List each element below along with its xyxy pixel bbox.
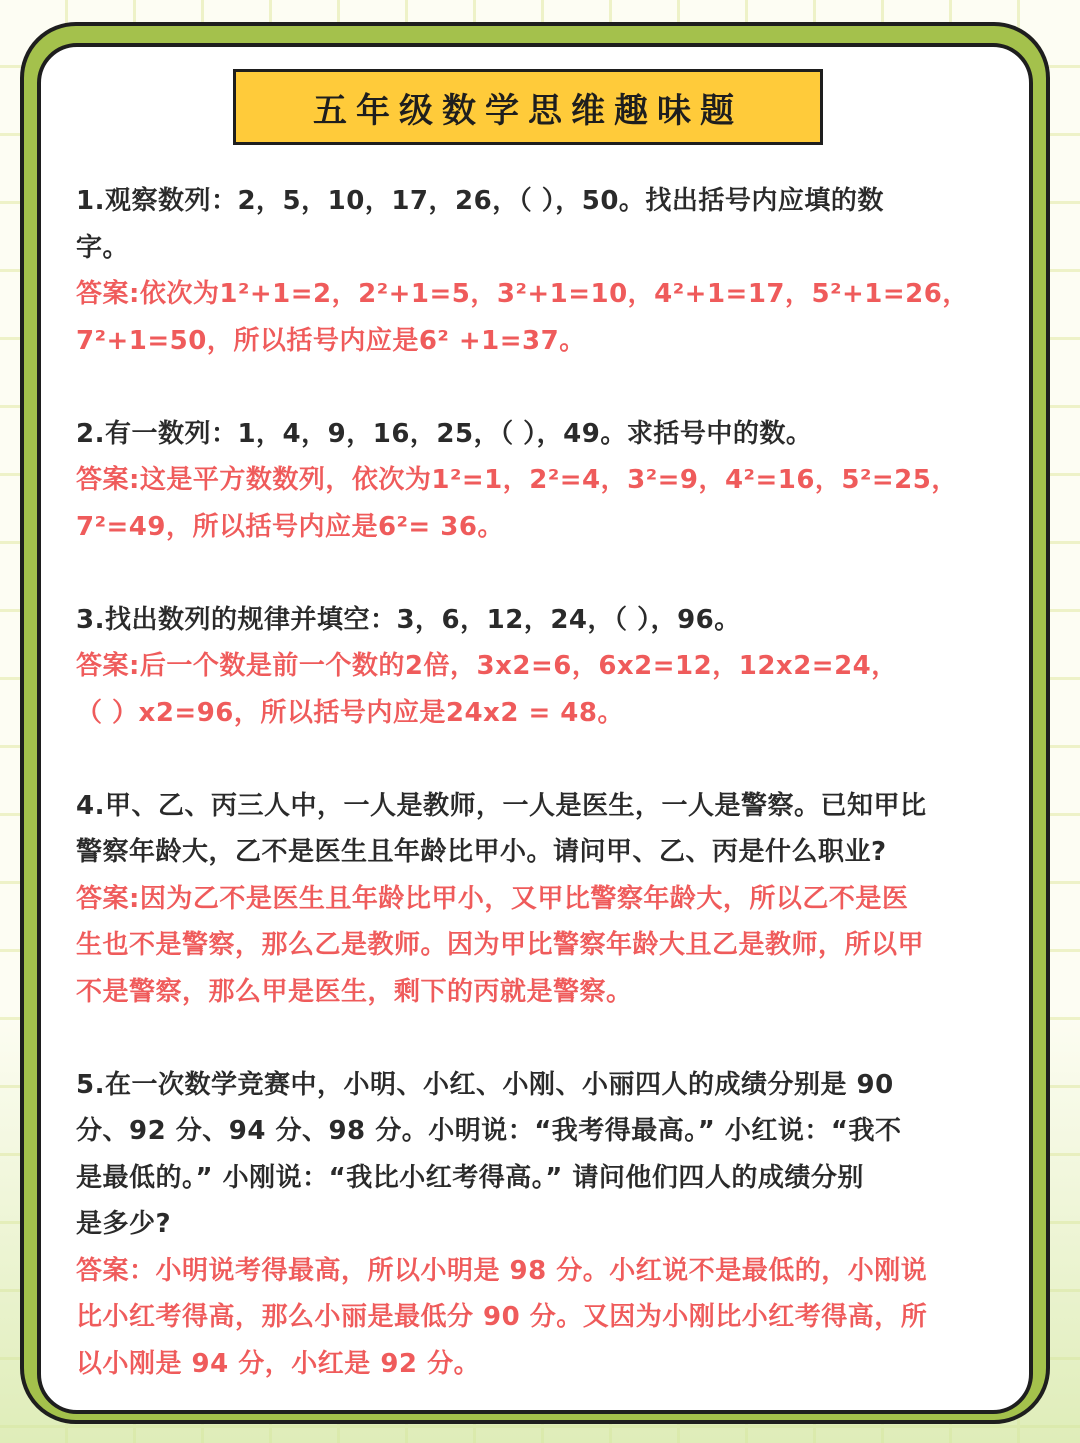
answer-text: 答案:因为乙不是医生且年龄比甲小，又甲比警察年龄大，所以乙不是医 bbox=[76, 883, 909, 914]
question-block bbox=[76, 178, 1036, 364]
answer-text: 比小红考得高，那么小丽是最低分 90 分。又因为小刚比小红考得高，所 bbox=[76, 1302, 928, 1332]
question-text: 是最低的。” 小刚说：“我比小红考得高。” 请问他们四人的成绩分别 bbox=[76, 1162, 864, 1193]
question-text: 3.找出数列的规律并填空：3，6，12，24，（ ），96。 bbox=[76, 604, 741, 635]
page-title: 五年级数学思维趣味题 bbox=[233, 69, 823, 145]
answer-text: （ ）x2=96，所以括号内应是24x2 = 48。 bbox=[76, 697, 624, 728]
question-text: 分、92 分、94 分、98 分。小明说：“我考得最高。” 小红说：“我不 bbox=[76, 1116, 902, 1146]
question-text: 4.甲、乙、丙三人中，一人是教师，一人是医生，一人是警察。已知甲比 bbox=[76, 790, 927, 821]
answer-text: 答案:依次为1²+1=2，2²+1=5，3²+1=10，4²+1=17，5²+1=26， bbox=[76, 279, 969, 309]
answer-text: 7²=49，所以括号内应是6²= 36。 bbox=[76, 511, 504, 542]
question-text: 1.观察数列：2，5，10，17，26，（ ），50。找出括号内应填的数 bbox=[76, 186, 884, 216]
question-block bbox=[76, 597, 1036, 737]
question-block bbox=[76, 1062, 1036, 1388]
question-block bbox=[76, 783, 1036, 1016]
answer-text: 答案:这是平方数数列，依次为1²=1，2²=4，3²=9，4²=16，5²=25， bbox=[76, 465, 958, 495]
question-text: 是多少? bbox=[76, 1209, 172, 1239]
question-text: 5.在一次数学竞赛中，小明、小红、小刚、小丽四人的成绩分别是 90 bbox=[76, 1069, 894, 1100]
questions-list bbox=[76, 178, 1036, 1434]
question-block bbox=[76, 411, 1036, 551]
answer-text: 答案：小明说考得最高，所以小明是 98 分。小红说不是最低的，小刚说 bbox=[76, 1255, 928, 1286]
question-text: 警察年龄大，乙不是医生且年龄比甲小。请问甲、乙、丙是什么职业? bbox=[76, 837, 887, 867]
answer-text: 7²+1=50，所以括号内应是6² +1=37。 bbox=[76, 325, 586, 356]
answer-text: 答案:后一个数是前一个数的2倍，3x2=6，6x2=12，12x2=24， bbox=[76, 651, 898, 681]
question-text: 2.有一数列：1，4，9，16，25，（ ），49。求括号中的数。 bbox=[76, 418, 813, 449]
answer-text: 不是警察，那么甲是医生，剩下的丙就是警察。 bbox=[76, 976, 633, 1007]
question-text: 字。 bbox=[76, 232, 130, 263]
answer-text: 生也不是警察，那么乙是教师。因为甲比警察年龄大且乙是教师，所以甲 bbox=[76, 930, 925, 960]
answer-text: 以小刚是 94 分，小红是 92 分。 bbox=[76, 1348, 481, 1379]
